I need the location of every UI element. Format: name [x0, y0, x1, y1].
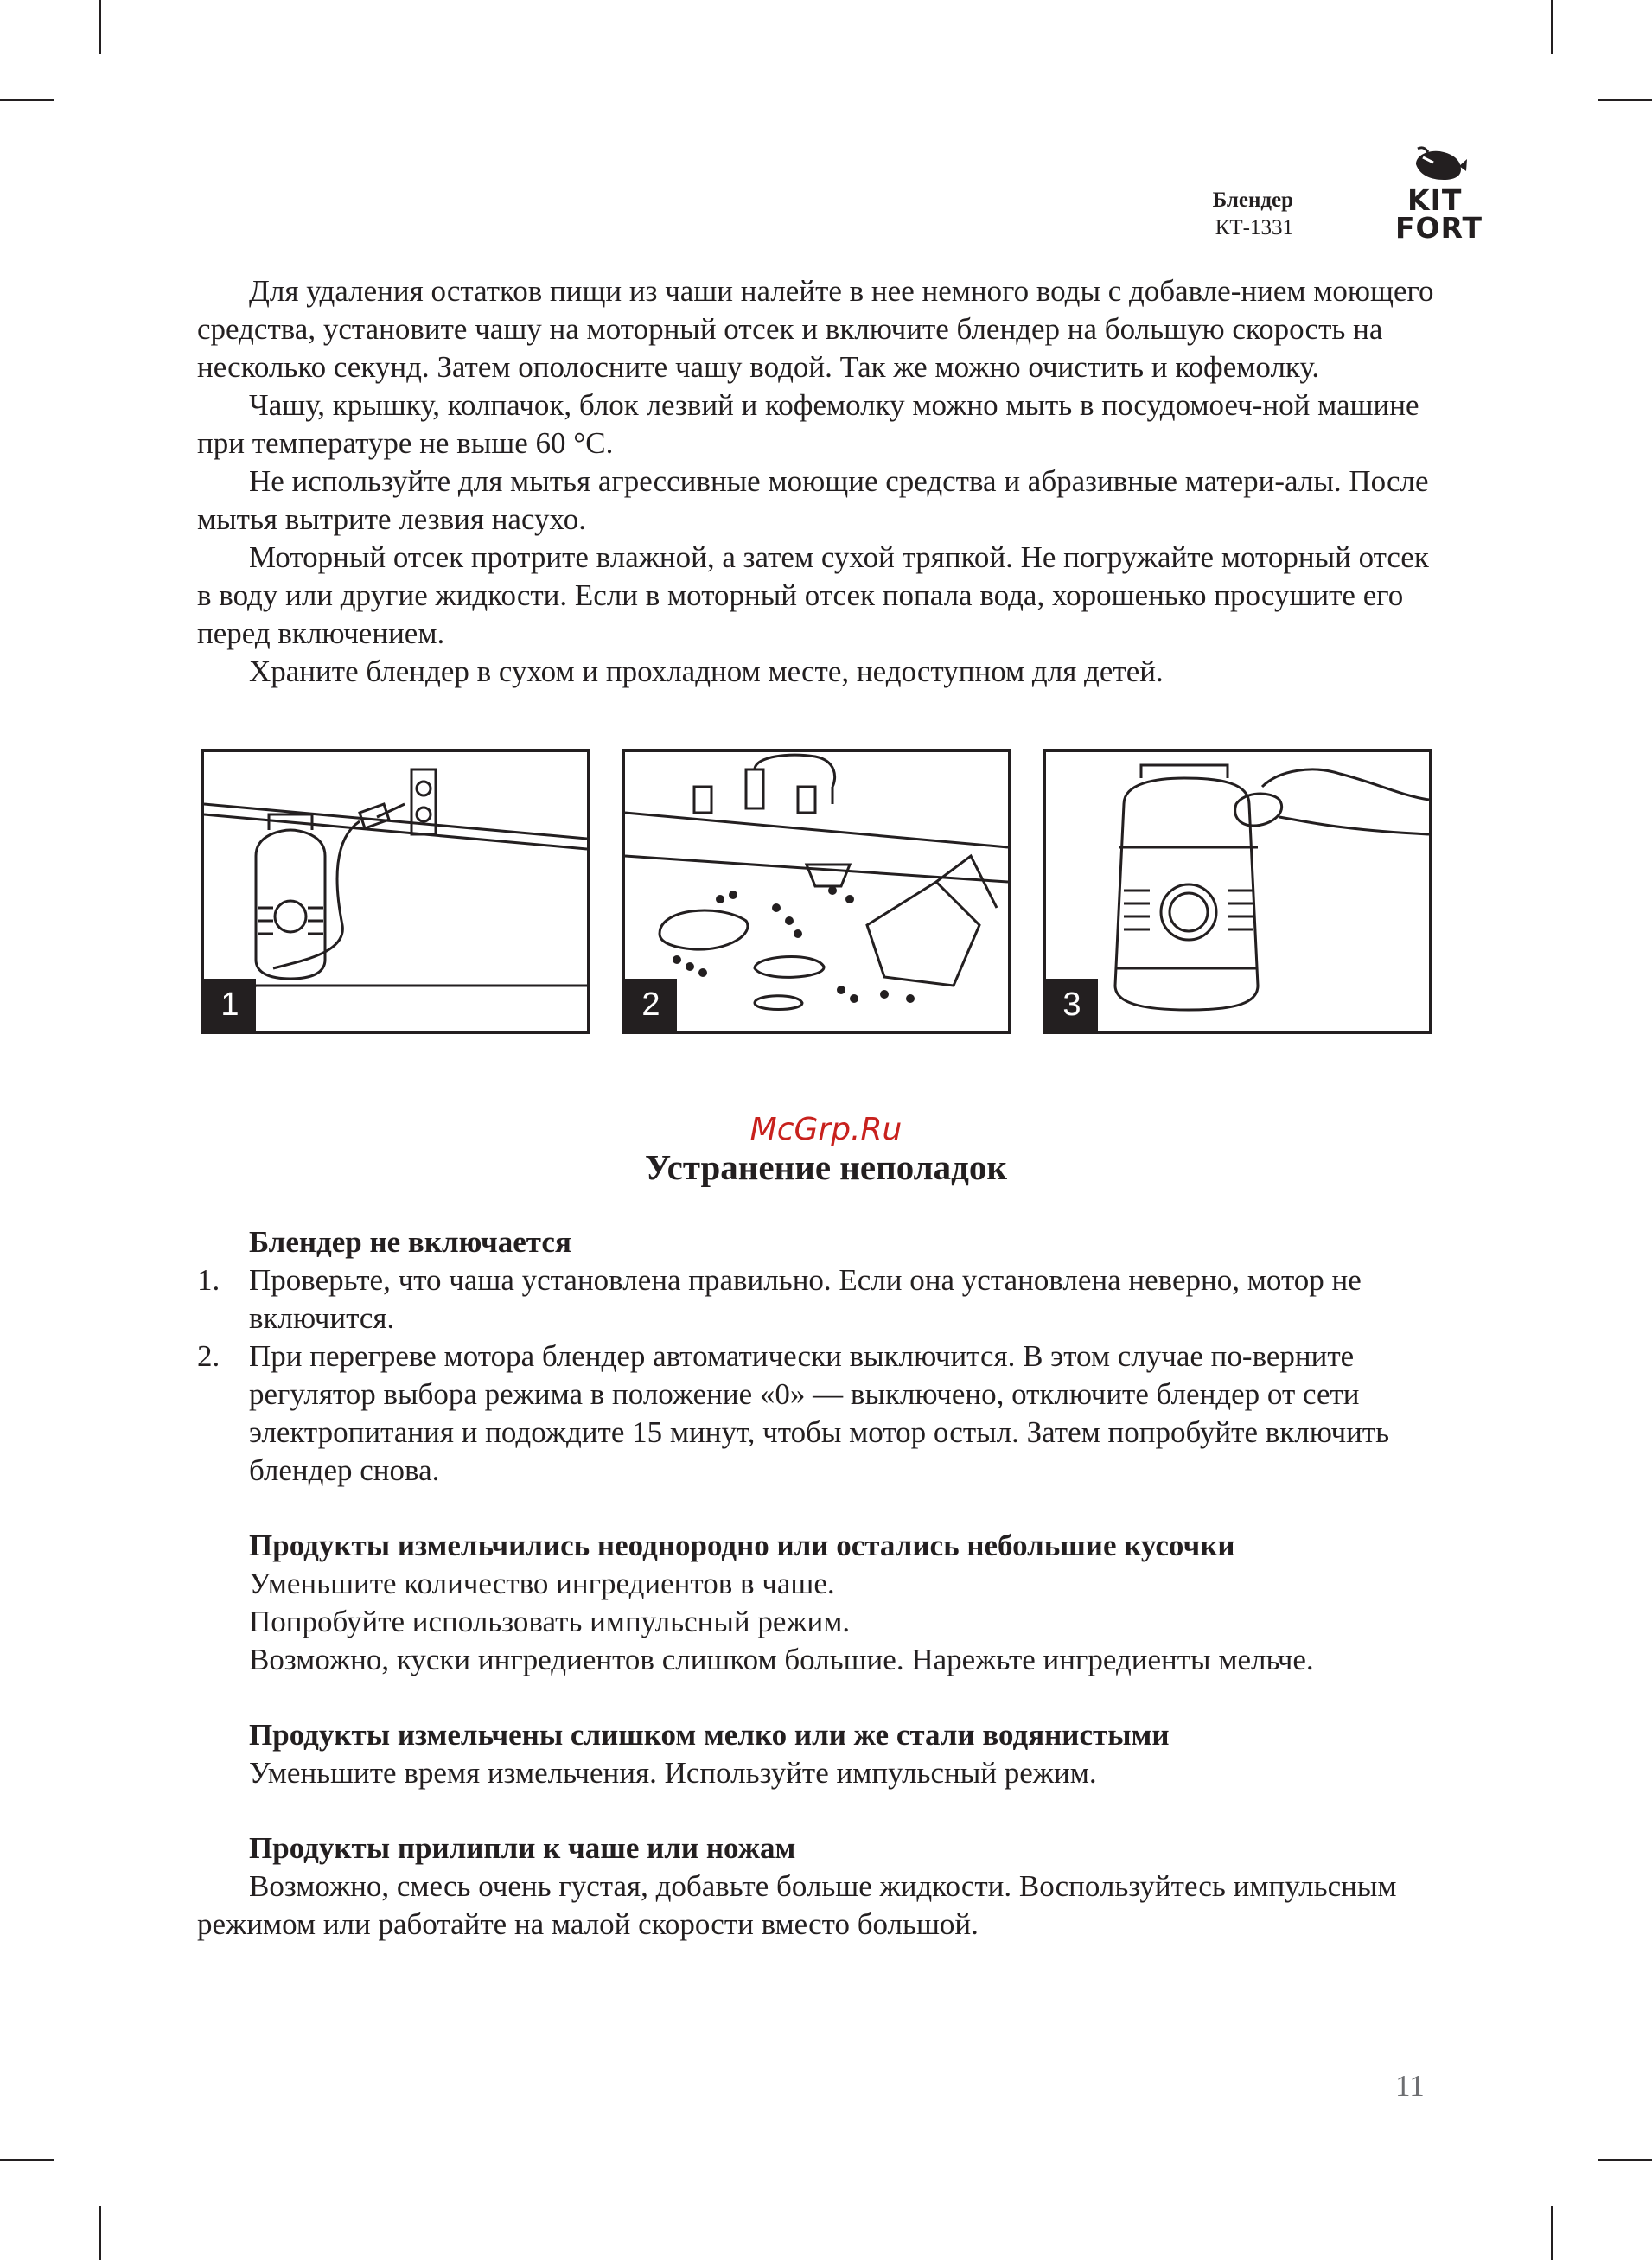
page-number: 11 [1395, 2069, 1425, 2103]
logo-word-kit: KIT [1407, 183, 1463, 217]
paragraph: Храните блендер в сухом и прохладном месте, недоступном для детей. [249, 654, 1164, 688]
trouble-steps [197, 1261, 1435, 1490]
product-name: Блендер [1212, 188, 1293, 212]
care-instructions [197, 272, 1435, 691]
trouble-heading: Продукты измельчены слишком мелко или же стали водянистыми [249, 1718, 1170, 1752]
trouble-block-4 [197, 1829, 1435, 1944]
crop-mark [99, 2206, 101, 2260]
wipe-motor-illustration-icon [1046, 752, 1429, 1031]
unplug-blender-illustration-icon [204, 752, 587, 1031]
paragraph: Не используйте для мытья агрессивные моющие средства и абразивные матери-алы. После мытья вытрите лезвия насухо. [197, 464, 1429, 536]
list-text: Проверьте, что чаша установлена правильно. Если она установлена неверно, мотор не включится. [249, 1263, 1362, 1335]
wash-parts-illustration-icon [625, 752, 1008, 1031]
figure-1 [201, 749, 590, 1034]
list-number: 2. [197, 1339, 220, 1373]
trouble-line: Возможно, куски ингредиентов слишком большие. Нарежьте ингредиенты мельче. [249, 1643, 1314, 1676]
crop-mark [1598, 2159, 1652, 2161]
figure-number: 1 [204, 979, 256, 1031]
whale-logo-icon [1413, 145, 1468, 182]
trouble-heading: Продукты измельчились неоднородно или остались небольшие кусочки [249, 1529, 1235, 1562]
trouble-block-3 [197, 1716, 1435, 1792]
list-text: При перегреве мотора блендер автоматически выключится. В этом случае по-верните регулятор выбора режима в положение «0» — выключено, отключите блендер от сети электропитания и подождите 15 минут, чтобы мотор остыл. Затем попробуйте включить блендер снова. [249, 1339, 1390, 1487]
list-item [197, 1337, 1435, 1490]
trouble-heading: Продукты прилипли к чаше или ножам [249, 1831, 796, 1865]
trouble-line: Уменьшите время измельчения. Используйте импульсный режим. [249, 1756, 1097, 1790]
list-item [197, 1261, 1435, 1337]
paragraph: Чашу, крышку, колпачок, блок лезвий и кофемолку можно мыть в посудомоеч-ной машине при температуре не выше 60 °С. [197, 388, 1419, 460]
crop-mark [1551, 2206, 1553, 2260]
logo-word-fort: FORT [1395, 211, 1483, 245]
paragraph: Для удаления остатков пищи из чаши налейте в нее немного воды с добавле-нием моющего средства, установите чашу на моторный отсек и включите блендер на большую скорость на несколько секунд. Затем ополосните чашу водой. Так же можно очистить и кофемолку. [197, 274, 1434, 384]
figure-3 [1043, 749, 1432, 1034]
product-label [1213, 187, 1293, 242]
list-number: 1. [197, 1263, 220, 1297]
page-header [1193, 145, 1483, 249]
kitfort-logo [1357, 145, 1483, 247]
crop-mark [1598, 99, 1652, 101]
illustration-row [201, 749, 1432, 1038]
trouble-paragraph: Возможно, смесь очень густая, добавьте больше жидкости. Воспользуйтесь импульсным режимом или работайте на малой скорости вместо большой. [197, 1869, 1397, 1941]
crop-mark [1551, 0, 1553, 54]
trouble-block-2 [197, 1527, 1435, 1679]
crop-mark [99, 0, 101, 54]
crop-mark [0, 2159, 54, 2161]
watermark: McGrp.Ru [749, 1112, 903, 1147]
trouble-heading: Блендер не включается [249, 1225, 571, 1259]
figure-number: 3 [1046, 979, 1098, 1031]
paragraph: Моторный отсек протрите влажной, а затем сухой тряпкой. Не погружайте моторный отсек в воду или другие жидкости. Если в моторный отсек попала вода, хорошенько просушите его перед включением. [197, 540, 1429, 650]
figure-2 [622, 749, 1011, 1034]
figure-number: 2 [625, 979, 677, 1031]
product-model: КТ-1331 [1215, 216, 1293, 239]
trouble-line: Попробуйте использовать импульсный режим. [249, 1605, 851, 1638]
section-title: Устранение неполадок [644, 1147, 1008, 1187]
trouble-block-1 [197, 1223, 1435, 1490]
crop-mark [0, 99, 54, 101]
trouble-line: Уменьшите количество ингредиентов в чаше. [249, 1567, 835, 1600]
